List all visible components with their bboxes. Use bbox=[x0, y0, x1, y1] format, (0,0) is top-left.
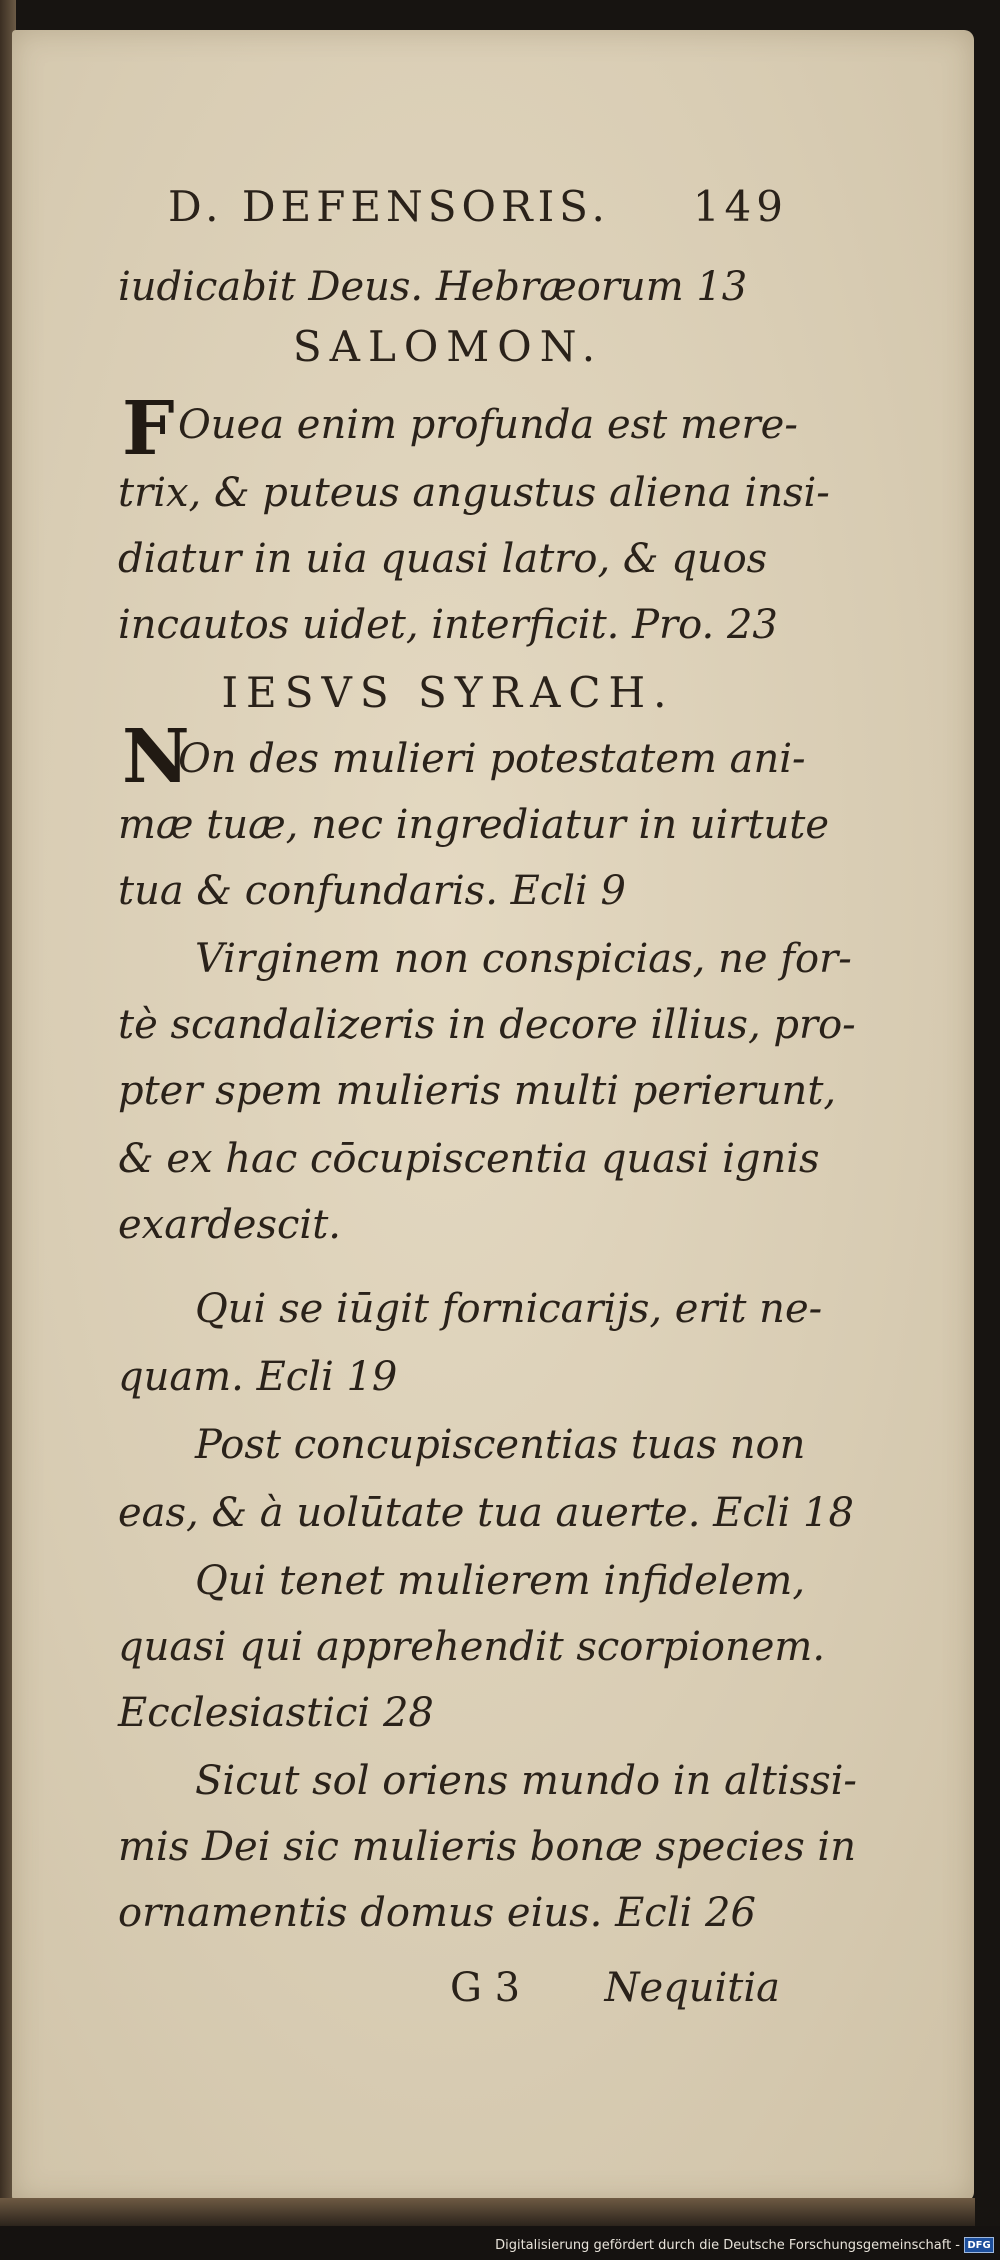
page-number: 149 bbox=[692, 182, 788, 231]
text-line: tua & confundaris. Ecli 9 bbox=[118, 868, 626, 914]
text-line: quam. Ecli 19 bbox=[118, 1354, 398, 1400]
running-title: D. DEFENSORIS. bbox=[168, 182, 610, 231]
text-line: Qui tenet mulierem infidelem, bbox=[195, 1558, 806, 1604]
text-line: tè scandalizeris in decore illius, pro- bbox=[118, 1002, 856, 1048]
page-bottom-edge bbox=[0, 2198, 975, 2226]
text-line: ornamentis domus eius. Ecli 26 bbox=[118, 1890, 756, 1936]
dfg-logo: DFG bbox=[964, 2237, 994, 2253]
text-line: eas, & à uolūtate tua auerte. Ecli 18 bbox=[118, 1490, 854, 1536]
text-line: Post concupiscentias tuas non bbox=[195, 1422, 806, 1468]
drop-cap: N bbox=[122, 714, 190, 800]
catchword: Nequitia bbox=[604, 1965, 780, 2011]
drop-cap: F bbox=[122, 386, 175, 472]
text-line: On des mulieri potestatem ani- bbox=[178, 736, 806, 782]
section-heading-salomon: SALOMON. bbox=[292, 322, 604, 371]
section-heading-iesus-syrach: IESVS SYRACH. bbox=[221, 668, 675, 717]
text-line: & ex hac cōcupiscentia quasi ignis bbox=[118, 1136, 820, 1182]
text-line: diatur in uia quasi latro, & quos bbox=[118, 536, 768, 582]
catchline bbox=[450, 1965, 780, 2011]
text-line: Virginem non conspicias, ne for- bbox=[195, 936, 852, 982]
text-line: trix, & puteus angustus aliena insi- bbox=[118, 470, 830, 516]
text-line: Sicut sol oriens mundo in altissi- bbox=[195, 1758, 857, 1804]
text-line: Qui se iūgit fornicarijs, erit ne- bbox=[195, 1286, 823, 1332]
text-line: mis Dei sic mulieris bonæ species in bbox=[118, 1824, 856, 1870]
text-line: mæ tuæ, nec ingrediatur in uirtute bbox=[118, 802, 830, 848]
text-line: pter spem mulieris multi perierunt, bbox=[118, 1068, 837, 1114]
text-line: iudicabit Deus. Hebræorum 13 bbox=[118, 264, 748, 310]
text-line: Ecclesiastici 28 bbox=[118, 1690, 434, 1736]
text-line: Ouea enim profunda est mere- bbox=[178, 402, 798, 448]
funding-note: Digitalisierung gefördert durch die Deutsche Forschungsgemeinschaft - bbox=[495, 2238, 960, 2253]
text-line: quasi qui apprehendit scorpionem. bbox=[118, 1624, 826, 1670]
signature-mark: G 3 bbox=[450, 1965, 521, 2011]
running-head bbox=[168, 182, 788, 231]
text-line: incautos uidet, interficit. Pro. 23 bbox=[118, 602, 778, 648]
text-line: exardescit. bbox=[118, 1202, 341, 1248]
